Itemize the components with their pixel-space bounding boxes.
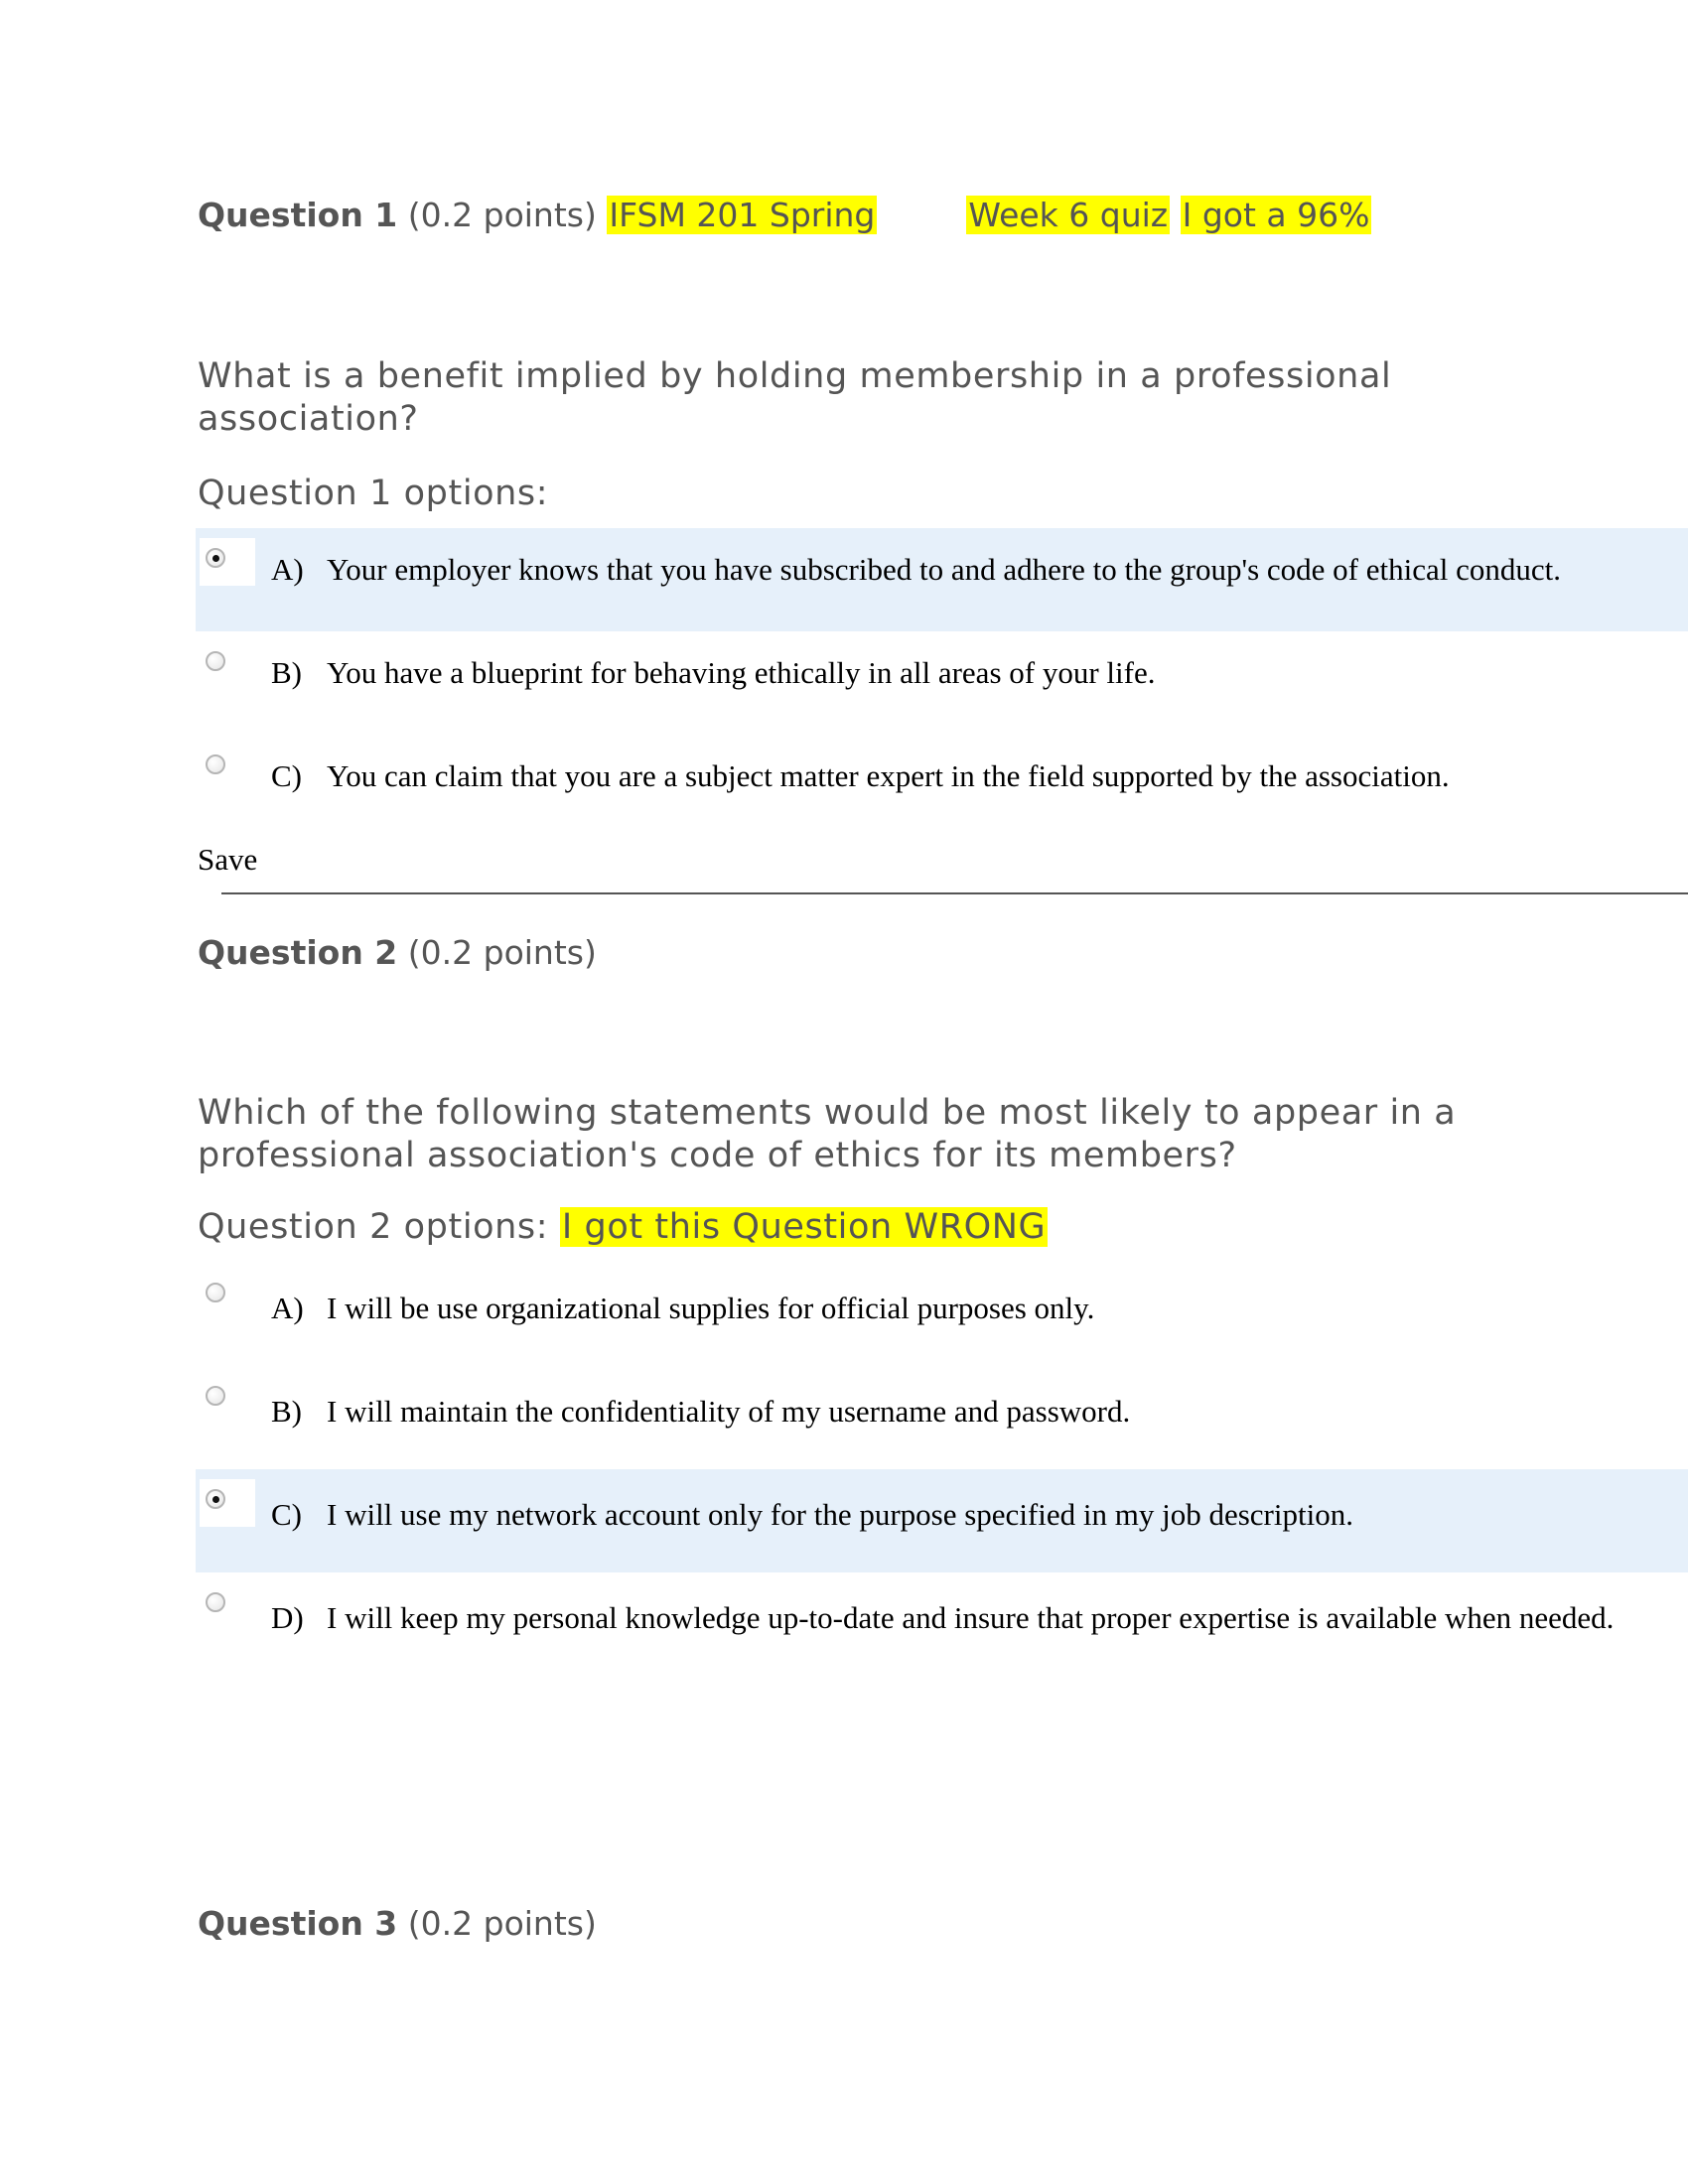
- option-text: You can claim that you are a subject matter expert in the field supported by the association.: [327, 758, 1450, 793]
- question-2-option-b[interactable]: [196, 1366, 1688, 1469]
- question-1-option-b[interactable]: [196, 631, 1688, 735]
- radio-button[interactable]: [206, 1386, 225, 1406]
- question-1-heading: [198, 196, 1371, 235]
- option-text: I will use my network account only for the purpose specified in my job description.: [327, 1497, 1353, 1532]
- option-letter: B): [271, 1394, 302, 1429]
- question-2-option-d[interactable]: [196, 1572, 1688, 1692]
- question-divider: [221, 892, 1688, 894]
- radio-button[interactable]: [206, 651, 225, 671]
- radio-button[interactable]: [206, 1283, 225, 1302]
- question-1-points: (0.2 points): [407, 196, 597, 234]
- option-letter: D): [271, 1600, 304, 1635]
- highlight-score-note: I got a 96%: [1182, 196, 1370, 234]
- question-2-option-a[interactable]: [196, 1263, 1688, 1366]
- radio-button[interactable]: [206, 1592, 225, 1612]
- question-1-label: Question 1: [198, 196, 398, 234]
- question-3-label: Question 3: [198, 1904, 398, 1943]
- radio-button-checked[interactable]: [206, 548, 225, 568]
- option-letter: A): [271, 1291, 304, 1325]
- option-letter: C): [271, 1497, 302, 1532]
- option-text: I will maintain the confidentiality of my username and password.: [327, 1394, 1131, 1429]
- highlight-wrong-note: I got this Question WRONG: [561, 1207, 1047, 1247]
- question-2-text: Which of the following statements would be most likely to appear in a professional association's code of ethics for its members?: [198, 1093, 1457, 1175]
- question-1-option-a[interactable]: [196, 528, 1688, 631]
- option-text: Your employer knows that you have subscribed to and adhere to the group's code of ethical conduct.: [327, 552, 1561, 587]
- question-1-options-label: Question 1 options:: [198, 474, 549, 513]
- question-1-text: What is a benefit implied by holding membership in a professional association?: [198, 356, 1392, 439]
- highlight-course-note: IFSM 201 Spring: [609, 196, 876, 234]
- radio-button[interactable]: [206, 754, 225, 774]
- option-letter: C): [271, 758, 302, 793]
- question-2-label: Question 2: [198, 933, 398, 972]
- option-letter: A): [271, 552, 304, 587]
- question-2-options-label-row: [198, 1206, 1048, 1249]
- question-3-heading: [198, 1904, 597, 1944]
- question-2-option-c[interactable]: [196, 1469, 1688, 1572]
- option-text: You have a blueprint for behaving ethically in all areas of your life.: [327, 655, 1156, 690]
- option-letter: B): [271, 655, 302, 690]
- radio-button-checked[interactable]: [206, 1489, 225, 1509]
- question-2-options-label: Question 2 options:: [198, 1207, 549, 1247]
- question-3-points: (0.2 points): [407, 1904, 597, 1943]
- save-button[interactable]: Save: [198, 842, 258, 877]
- question-2-points: (0.2 points): [407, 933, 597, 972]
- option-text: I will be use organizational supplies for official purposes only.: [327, 1291, 1095, 1325]
- question-2-heading: [198, 933, 597, 973]
- highlight-quiz-note: Week 6 quiz: [968, 196, 1169, 234]
- option-text: I will keep my personal knowledge up-to-date and insure that proper expertise is available when needed.: [327, 1600, 1615, 1635]
- question-1-option-c[interactable]: [196, 735, 1688, 838]
